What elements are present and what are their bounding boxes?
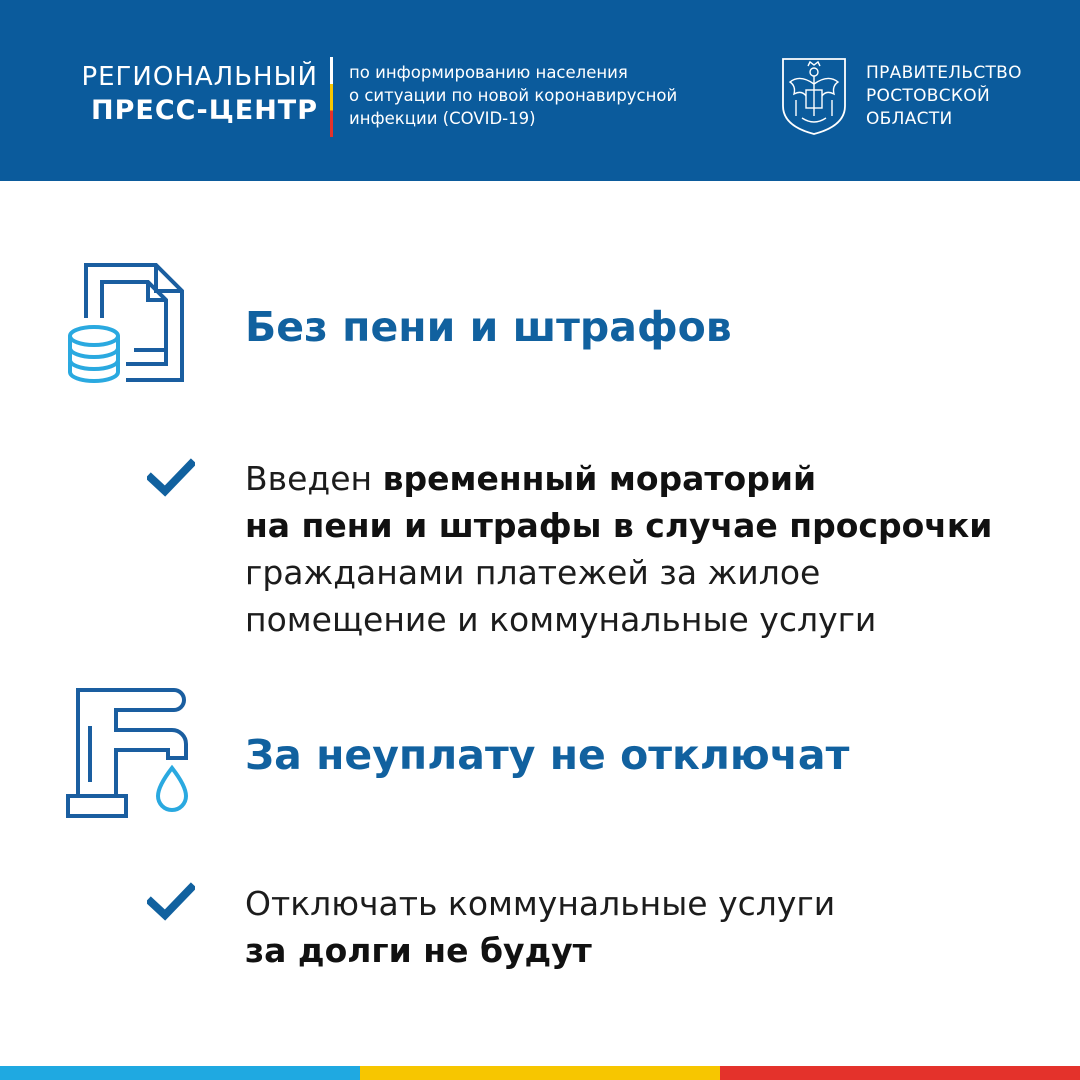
brand-title-line2: ПРЕСС-ЦЕНТР — [91, 95, 318, 126]
section1-text — [245, 455, 992, 643]
press-center-logo — [18, 60, 318, 128]
checkmark-icon — [147, 458, 195, 498]
section1-line2 — [245, 502, 992, 549]
government-line3: ОБЛАСТИ — [866, 109, 953, 129]
section1-heading: Без пени и штрафов — [245, 303, 732, 351]
section1-line3: гражданами платежей за жилое — [245, 553, 821, 592]
footer-stripe-blue — [0, 1066, 360, 1080]
footer-stripe-red — [720, 1066, 1080, 1080]
coat-of-arms-icon — [780, 56, 848, 136]
brand-description-line3: инфекции (COVID-19) — [349, 109, 536, 128]
header-banner — [0, 0, 1080, 181]
brand-description-line1: по информированию населения — [349, 63, 628, 82]
document-coins-icon — [66, 262, 188, 392]
government-line1: ПРАВИТЕЛЬСТВО — [866, 63, 1022, 83]
section1-line2-bold: на пени и штрафы в случае просрочки — [245, 506, 993, 545]
brand-title-line1: РЕГИОНАЛЬНЫЙ — [81, 62, 318, 92]
section2-heading: За неуплату не отключат — [245, 731, 850, 779]
government-line2: РОСТОВСКОЙ — [866, 86, 990, 106]
section2-line1: Отключать коммунальные услуги — [245, 884, 836, 923]
section1-line1-bold: временный мораторий — [382, 459, 817, 498]
footer-stripe-yellow — [360, 1066, 720, 1080]
section1-line1-regular: Введен — [245, 459, 383, 498]
checkmark-icon — [147, 882, 195, 922]
section1-line4: помещение и коммунальные услуги — [245, 600, 877, 639]
section2-text — [245, 880, 835, 974]
brand-description-line2: о ситуации по новой коронавирусной — [349, 86, 678, 105]
section2-line2 — [245, 927, 835, 974]
section1-line1 — [245, 455, 992, 502]
section2-line2-bold: за долги не будут — [245, 931, 592, 970]
brand-description — [349, 61, 677, 130]
water-tap-icon — [64, 686, 192, 824]
tricolor-divider — [330, 57, 333, 137]
government-name — [866, 62, 1022, 131]
